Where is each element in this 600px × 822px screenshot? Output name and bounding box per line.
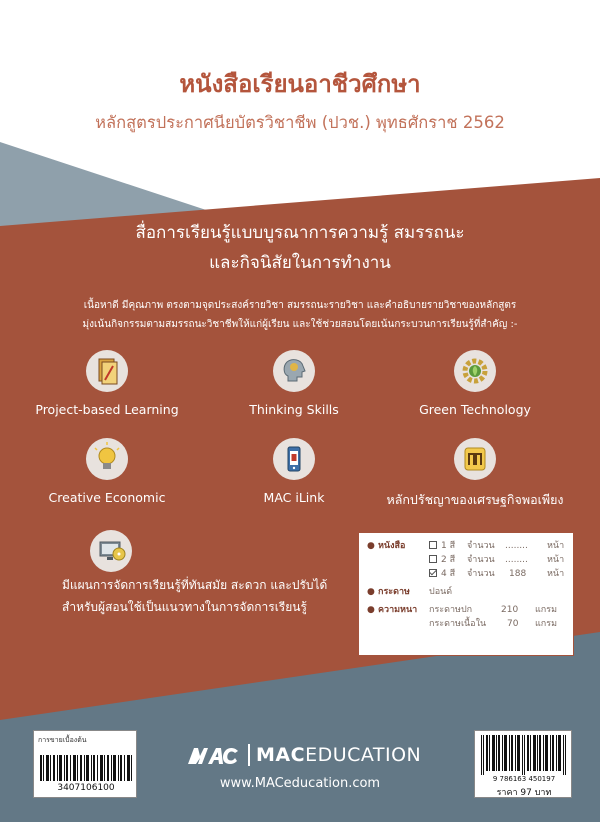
feature-label: MAC iLink (263, 490, 325, 505)
spec-unit: หน้า (547, 555, 565, 565)
spec-row-inner (367, 617, 565, 631)
spec-option-3: 4 สี (429, 567, 455, 581)
feature-green-technology (375, 350, 575, 417)
project-icon (86, 350, 128, 392)
spec-row-paper (367, 585, 565, 599)
spec-cover-label: กระดาษปก (429, 605, 473, 615)
website-url[interactable]: www.MACeducation.com (219, 776, 381, 791)
checkbox-2 (429, 555, 437, 563)
spec-count: 188 (509, 569, 527, 579)
spec-row-book-2 (367, 553, 565, 567)
price-label: ราคา 97 บาท (496, 788, 552, 798)
headline-line-1: สื่อการเรียนรู้แบบบูรณาการความรู้ สมรรถนะ (135, 223, 465, 243)
intro-line-2: มุ่งเน้นกิจกรรมตามสมรรถนะวิชาชีพให้แก่ผู้เรียน และใช้ช่วยสอนโดยเน้นกระบวนการเรียนรู้ที่สำคัญ :- (82, 319, 518, 330)
isbn-barcode-bars-icon (481, 735, 567, 775)
spec-unit: หน้า (547, 541, 565, 551)
spec-label-thickness: ● ความหนา (367, 603, 417, 617)
spec-inner-unit: แกรม (535, 619, 558, 629)
feature-label: Thinking Skills (249, 402, 339, 417)
green-gear-icon (454, 350, 496, 392)
spec-paper-value: ปอนด์ (429, 587, 453, 597)
plan-line-2: สำหรับผู้สอนใช้เป็นแนวทางในการจัดการเรียนรู้ (62, 600, 307, 614)
spec-option-1: 1 สี (429, 539, 455, 553)
spec-row-thickness (367, 603, 565, 617)
spec-label-book: ● หนังสือ (367, 539, 405, 553)
feature-label: Green Technology (419, 402, 531, 417)
brand-separator (248, 744, 250, 766)
thinking-head-icon (273, 350, 315, 392)
spec-inner-value: 70 (507, 619, 519, 629)
barcode-caption: การขายเบื้องต้น (38, 736, 87, 744)
spec-label-paper: ● กระดาษ (367, 585, 410, 599)
mac-logo-icon (186, 746, 242, 766)
spec-count-label: จำนวน (467, 569, 495, 579)
spec-count: ........ (505, 541, 528, 551)
lesson-plan-text (62, 574, 342, 618)
feature-project-based-learning (7, 350, 207, 417)
feature-label: Creative Economic (48, 490, 166, 505)
spec-option-2: 2 สี (429, 553, 455, 567)
plan-line-1: มีแผนการจัดการเรียนรู้ที่ทันสมัย สะดวก และปรับได้ (62, 578, 328, 592)
spec-inner-label: กระดาษเนื้อใน (429, 619, 487, 629)
headline-line-2: และกิจนิสัยในการทำงาน (209, 253, 391, 273)
computer-disc-icon (90, 530, 132, 572)
spec-unit: หน้า (547, 569, 565, 579)
spec-count-label: จำนวน (467, 555, 495, 565)
barcode-number: 3407106100 (57, 783, 115, 793)
publisher-brand (186, 742, 426, 768)
isbn-number: 9 786163 450197 (492, 775, 556, 783)
intro-paragraph (40, 296, 560, 334)
spec-count: ........ (505, 555, 528, 565)
feature-creative-economic (7, 438, 207, 505)
feature-label: หลักปรัชญาของเศรษฐกิจพอเพียง (386, 492, 564, 507)
checkbox-1 (429, 541, 437, 549)
spec-row-book-1 (367, 539, 565, 553)
feature-sufficiency-economy (375, 438, 575, 510)
curriculum-subtitle: หลักสูตรประกาศนียบัตรวิชาชีพ (ปวช.) พุทธศักราช 2562 (95, 113, 505, 132)
book-series-title: หนังสือเรียนอาชีวศึกษา (179, 70, 421, 98)
feature-mac-ilink (194, 438, 394, 505)
feature-label: Project-based Learning (35, 402, 179, 417)
print-specification-box (358, 532, 574, 656)
spec-row-book-3 (367, 567, 565, 581)
spec-count-label: จำนวน (467, 541, 495, 551)
brand-name: MACEDUCATION (256, 744, 422, 766)
sufficiency-emblem-icon (454, 438, 496, 480)
checkbox-3-checked (429, 569, 437, 577)
spec-cover-value: 210 (501, 605, 519, 615)
lightbulb-icon (86, 438, 128, 480)
intro-line-1: เนื้อหาดี มีคุณภาพ ตรงตามจุดประสงค์รายวิชา สมรรถนะรายวิชา และคำอธิบายรายวิชาของหลักสูตร (83, 300, 517, 311)
headline (0, 218, 600, 278)
isbn-barcode (474, 730, 572, 798)
spec-cover-unit: แกรม (535, 605, 558, 615)
feature-thinking-skills (194, 350, 394, 417)
mobile-phone-icon (273, 438, 315, 480)
